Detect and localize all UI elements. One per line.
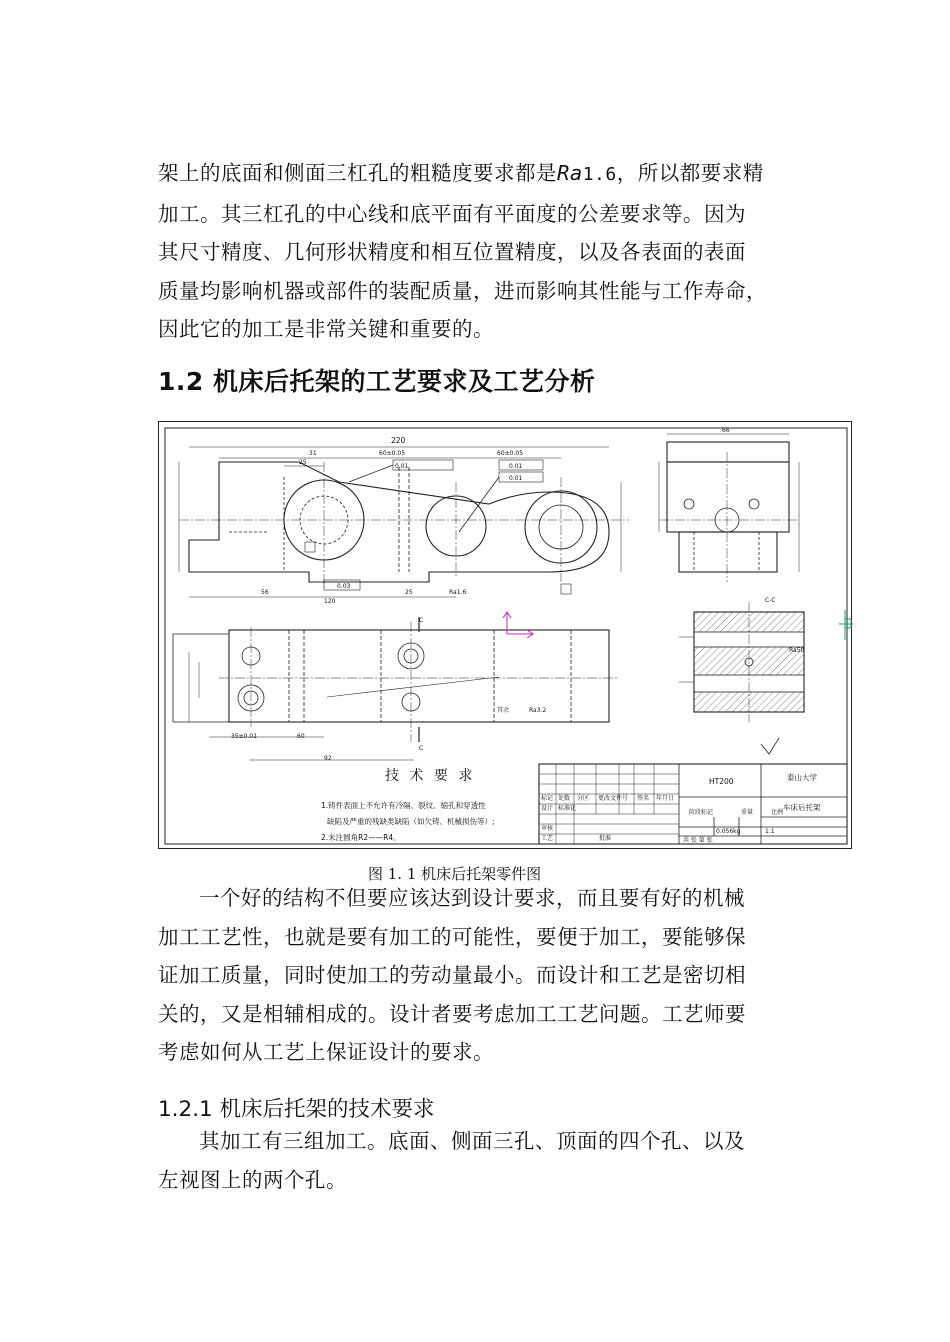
dim-25: 25 [405, 589, 413, 596]
tb-mark: 标记 [541, 795, 554, 802]
para2-line-3: 证加工质量，同时使加工的劳动量最小。而设计和工艺是密切相 [158, 963, 746, 987]
tb-weight-value: 0.056kg [716, 828, 741, 835]
tb-approve: 批准 [599, 835, 612, 842]
dim-60-a: 60±0.05 [379, 450, 406, 457]
dim-66: 66 [722, 427, 730, 434]
tech-requirements-title: 技 术 要 求 [385, 768, 476, 784]
para2-line-1: 一个好的结构不但要应该达到设计要求，而且要有好的机械 [199, 886, 745, 910]
roughness-label-1: Ra1.6 [449, 589, 467, 596]
para3-line-2: 左视图上的两个孔。 [158, 1167, 347, 1192]
tb-stage: 阶段标记 [689, 809, 714, 816]
dim-220: 220 [391, 436, 406, 445]
tb-standard: 标准化 [558, 805, 577, 812]
tolerance-frame-2: 0.01 [509, 463, 523, 470]
paragraph-3 [158, 1122, 798, 1199]
tolerance-frame-1: 0.01 [395, 463, 409, 470]
tb-review: 审核 [541, 825, 554, 832]
part-drawing-figure [158, 421, 852, 849]
roughness-rest: 其余 [497, 707, 510, 714]
tolerance-frame-4: 0.03 [337, 583, 351, 590]
tb-design: 设计 [541, 805, 554, 812]
top-view-outline [229, 630, 609, 722]
intro-line-2: 加工。其三杠孔的中心线和底平面有平面度的公差要求等。因为 [158, 201, 746, 226]
section-label: C-C [765, 597, 776, 604]
tb-process: 工艺 [541, 835, 554, 842]
intro-line-5: 因此它的加工是非常关键和重要的。 [158, 317, 494, 341]
dim-120: 120 [324, 598, 336, 605]
tb-date: 年月日 [656, 795, 675, 802]
tb-count: 处数 [558, 795, 571, 802]
intro-line-3: 其尺寸精度、几何形状精度和相互位置精度，以及各表面的表面 [158, 240, 746, 264]
crosshair-icon [839, 610, 853, 640]
dim-60: 60 [297, 733, 305, 740]
subsection-heading: 1.2.1 机床后托架的技术要求 [158, 1097, 435, 1122]
dim-31: 31 [309, 450, 317, 457]
dim-35: 35±0.01 [231, 733, 258, 740]
intro-line-1: 架上的底面和侧面三杠孔的粗糙度要求都是Ra1.6，所以都要求精 [158, 161, 764, 185]
tech-note-1: 1.铸件表面上不允许有冷隔、裂纹、缩孔和穿透性 [321, 801, 486, 810]
para3-line-1: 其加工有三组加工。底面、侧面三孔、顶面的四个孔、以及 [199, 1129, 745, 1153]
ucs-marker-icon [503, 612, 533, 638]
dim-60-b: 60±0.05 [497, 450, 524, 457]
tb-scale: 1:1 [765, 828, 775, 835]
tech-note-2: 缺陷及严重的残缺类缺陷（如欠铸、机械损伤等）; [327, 817, 495, 826]
tolerance-frame-3: 0.01 [509, 475, 523, 482]
roughness-symbol: Ra [557, 161, 583, 185]
tb-ratio: 比例 [771, 809, 784, 816]
side-view-body [667, 462, 789, 532]
tb-doc: 更改文件号 [598, 795, 629, 802]
intro-line-4: 质量均影响机器或部件的装配质量，进而影响其性能与工作寿命， [158, 278, 767, 303]
dim-92: 92 [324, 755, 332, 762]
para2-line-5: 考虑如何从工艺上保证设计的要求。 [158, 1040, 494, 1064]
roughness-label-3: Ra50 [789, 647, 805, 654]
figure-caption: 图 1. 1 机床后托架零件图 [368, 865, 542, 883]
tb-sign: 签名 [637, 795, 650, 802]
school-label: 泰山大学 [787, 773, 817, 782]
part-name-label: 车床后托架 [783, 803, 821, 812]
roughness-label-2: Ra3.2 [529, 707, 547, 714]
tb-weight: 重量 [741, 809, 754, 816]
part-drawing [159, 422, 853, 850]
dim-56: 56 [261, 589, 269, 596]
section-mark-c-bottom: C [419, 745, 424, 752]
drawing-border [165, 428, 847, 844]
section-mark-c-top: C [419, 617, 424, 624]
para2-line-4: 关的，又是相辅相成的。设计者要考虑加工工艺问题。工艺师要 [158, 1001, 746, 1026]
tb-zone: 分区 [577, 795, 590, 802]
roughness-value: 1.6 [582, 164, 617, 185]
para2-line-2: 加工工艺性，也就是要有加工的可能性，要便于加工，要能够保 [158, 924, 746, 949]
tb-sheets: 共 张 第 张 [683, 837, 713, 844]
dim-25-top: 25 [299, 459, 307, 466]
side-view-top [667, 442, 789, 462]
section-heading: 1.2 机床后托架的工艺要求及工艺分析 [158, 367, 596, 396]
material-label: HT200 [709, 777, 734, 786]
tech-note-3: 2.未注圆角R2——R4。 [321, 833, 401, 842]
intro-paragraph [158, 154, 798, 349]
paragraph-2 [158, 879, 798, 1072]
